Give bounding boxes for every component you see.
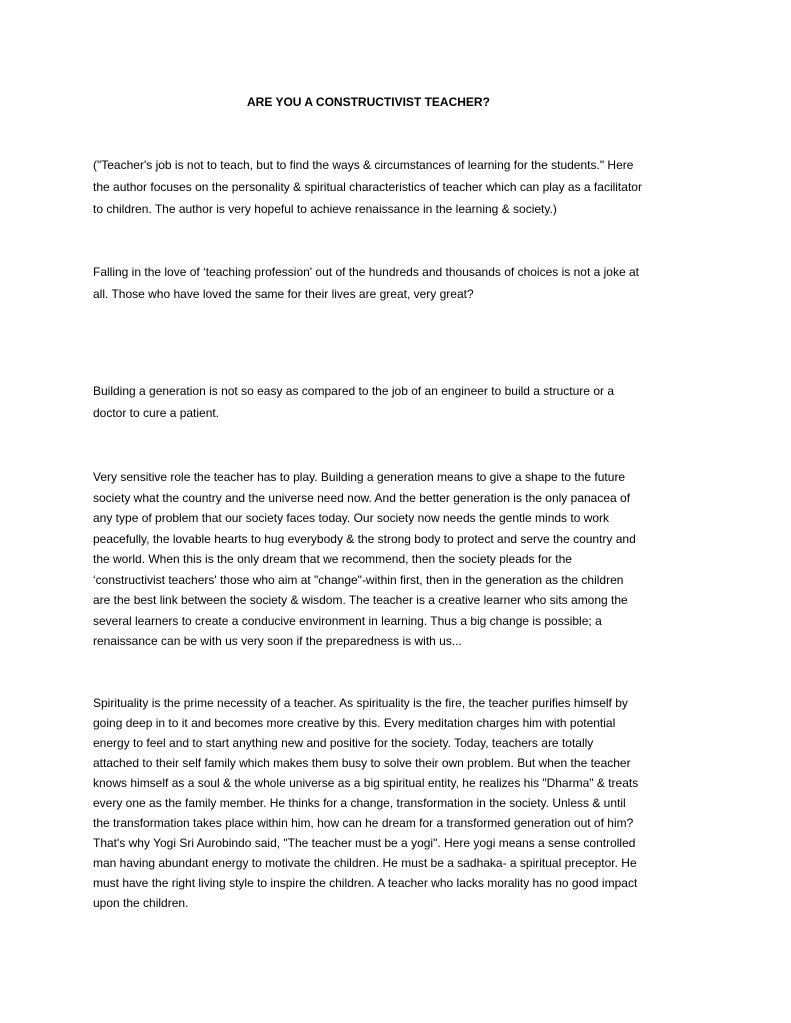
paragraph-line: Building a generation is not so easy as compared to the job of an engineer to build a structure or a	[93, 384, 614, 398]
paragraph-line: the transformation takes place within him, how can he dream for a transformed generation out of him?	[93, 816, 634, 830]
paragraph-sensitive-role	[93, 467, 636, 652]
paragraph-line: upon the children.	[93, 896, 189, 910]
paragraph-line: ("Teacher's job is not to teach, but to find the ways & circumstances of learning for the students." Here	[93, 158, 634, 172]
paragraph-line: ‘constructivist teachers' those who aim at "change"-within first, then in the generation as the children	[93, 572, 624, 587]
paragraph-line: society what the country and the universe need now. And the better generation is the only panacea of	[93, 490, 631, 505]
paragraph-spirituality	[93, 693, 638, 913]
paragraph-line: every one as the family member. He thinks for a change, transformation in the society. Unless & until	[93, 796, 626, 810]
document-title: ARE YOU A CONSTRUCTIVIST TEACHER?	[247, 95, 490, 109]
paragraph-line: energy to feel and to start anything new and positive for the society. Today, teachers are totally	[93, 736, 594, 750]
paragraph-teaching-profession	[93, 261, 639, 305]
paragraph-line: knows himself as a soul & the whole universe as a big spiritual entity, he realizes his "Dharma" & treats	[93, 776, 639, 790]
paragraph-building-generation	[93, 380, 614, 424]
paragraph-line: peacefully, the lovable hearts to hug everybody & the strong body to protect and serve the country and	[93, 531, 636, 546]
paragraph-line: all. Those who have loved the same for their lives are great, very great?	[93, 287, 474, 301]
paragraph-line: any type of problem that our society faces today. Our society now needs the gentle minds to work	[93, 511, 610, 525]
paragraph-line: the author focuses on the personality & spiritual characteristics of teacher which can play as a facilitator	[93, 180, 642, 194]
paragraph-line: Spirituality is the prime necessity of a teacher. As spirituality is the fire, the teacher purifies himself by	[93, 696, 628, 710]
paragraph-line: attached to their self family which makes them busy to solve their own problem. But when the teacher	[93, 756, 631, 770]
paragraph-line: renaissance can be with us very soon if the preparedness is with us...	[93, 634, 462, 648]
paragraph-line: several learners to create a conducive environment in learning. Thus a big change is possible; a	[93, 613, 602, 628]
paragraph-line: to children. The author is very hopeful to achieve renaissance in the learning & society.)	[93, 202, 557, 216]
paragraph-line: the world. When this is the only dream that we recommend, then the society pleads for the	[93, 552, 572, 566]
paragraph-abstract	[93, 154, 642, 220]
paragraph-line: Very sensitive role the teacher has to play. Building a generation means to give a shape to the future	[93, 470, 626, 484]
paragraph-line: must have the right living style to inspire the children. A teacher who lacks morality has no good impact	[93, 876, 638, 890]
paragraph-line: man having abundant energy to motivate the children. He must be a sadhaka- a spiritual preceptor. He	[93, 856, 637, 870]
paragraph-line: That's why Yogi Sri Aurobindo said, "The teacher must be a yogi". Here yogi means a sense controlled	[93, 836, 636, 850]
paragraph-line: are the best link between the society & wisdom. The teacher is a creative learner who sits among the	[93, 593, 628, 607]
paragraph-line: going deep in to it and becomes more creative by this. Every meditation charges him with potential	[93, 716, 616, 730]
paragraph-line: Falling in the love of ‘teaching profession' out of the hundreds and thousands of choices is not a joke at	[93, 265, 639, 279]
paragraph-line: doctor to cure a patient.	[93, 406, 220, 420]
